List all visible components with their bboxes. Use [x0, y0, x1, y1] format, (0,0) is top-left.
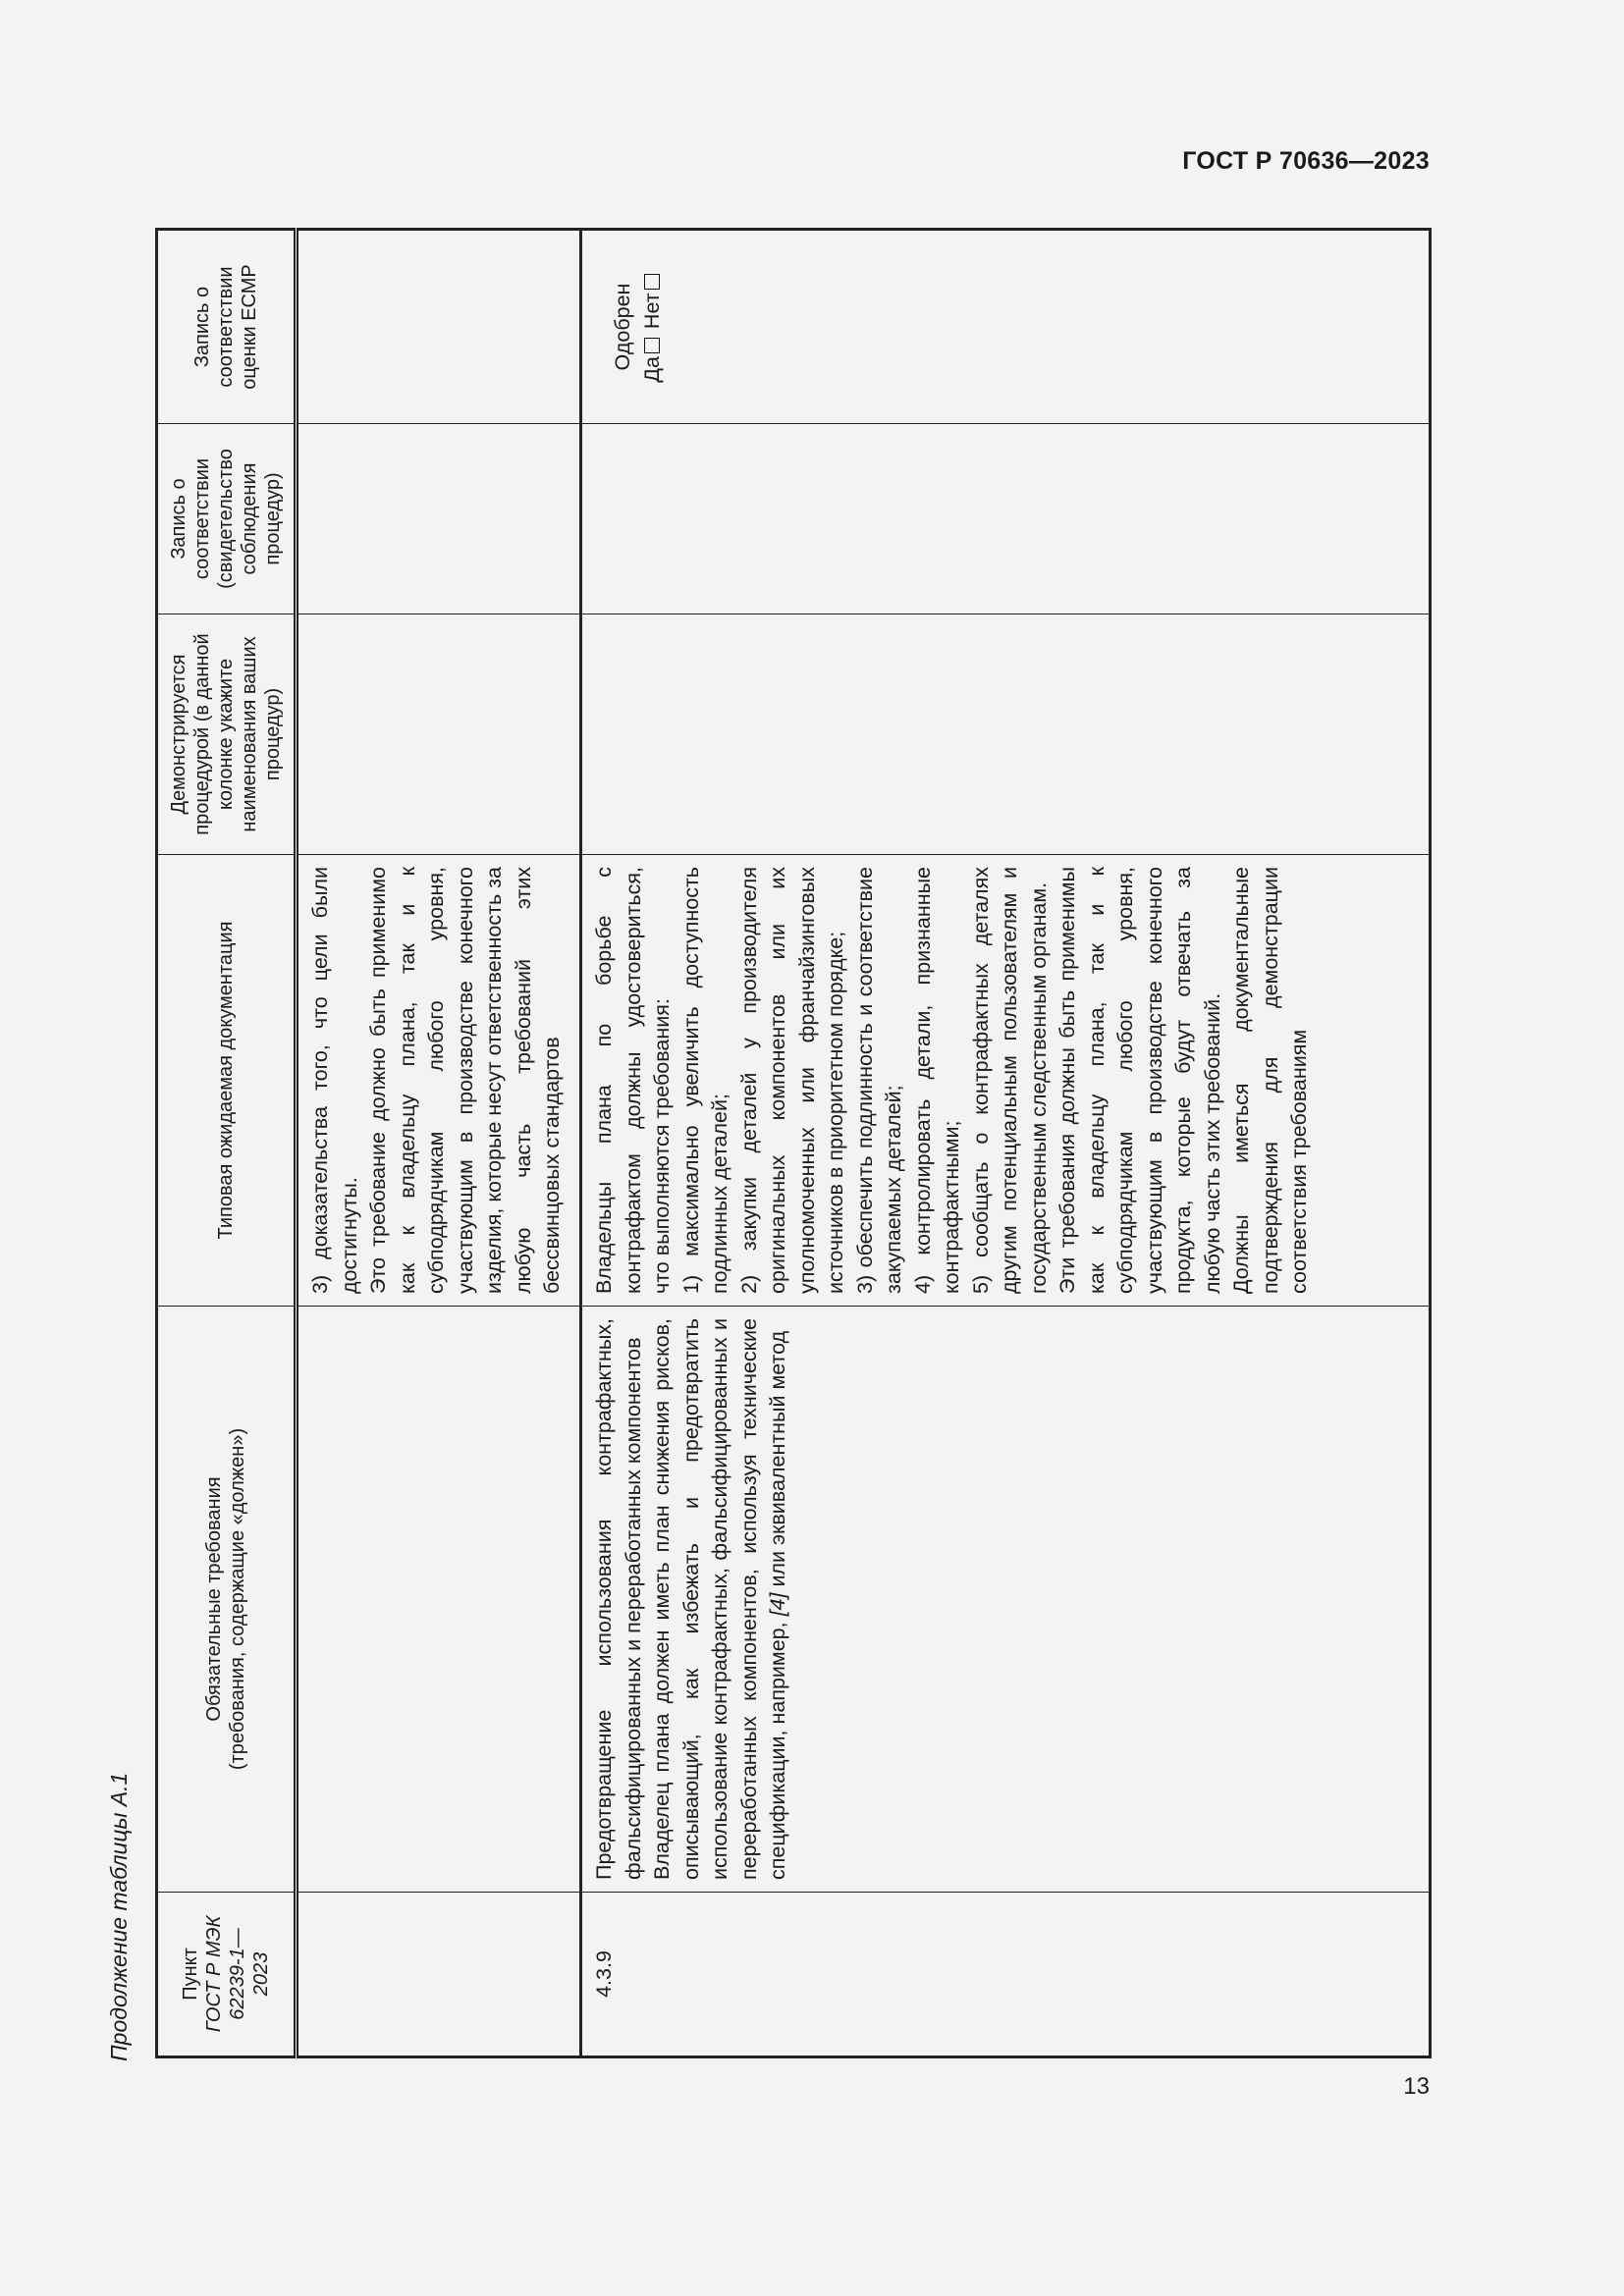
cell-assessment [581, 230, 1431, 424]
cell-compliance [581, 424, 1431, 614]
requirement-title: Предотвращение использования контрафактных, фальсифицированных и переработанных компонентов [592, 1318, 645, 1880]
col-header-compliance: Запись о соответствии (свидетельство соблюдения процедур) [157, 424, 297, 614]
no-label: Нет [640, 293, 664, 330]
cell-clause [297, 1893, 581, 2057]
list-item: 5) сообщать о контрафактных деталях другим потенциальным пользователям и государственным следственным органам. [968, 867, 1051, 1294]
col-header-procedure: Демонстрируется процедурой (в данной колонке укажите наименования ваших процедур) [157, 614, 297, 855]
cell-documentation: Владельцы плана по борьбе с контрафактом должны удостовериться, что выполняются требования: 1) максимально увеличить доступность подлинных деталей; 2) закупки деталей у производителя оригинальных компонентов или их уполномоченных или франчайзинговых источников в приоритетном порядке; 3) обеспечить подлинность и соответствие закупаемых деталей; 4) контролировать детали, признанные контрафактными; 5) сообщать о контрафактных деталях другим потенциальным пользователям и государственным следственным органам. Эти требования должны быть применимы как к владельцу плана, так и к субподрядчикам любого уровня, участвующим в производстве конечного продукта, которые будут отвечать за любую часть этих требований. Должны иметься документальные подтверждения для демонстрации соответствия требованиям [581, 855, 1431, 1307]
list-item: 2) закупки деталей у производителя оригинальных компонентов или их уполномоченных или франчайзинговых источников в приоритетном порядке; [736, 867, 847, 1294]
list-item: 4) контролировать детали, признанные контрафактными; [910, 867, 963, 1294]
cell-compliance [297, 424, 581, 614]
table-header-row [157, 230, 297, 2057]
yes-checkbox[interactable] [644, 338, 660, 353]
cell-procedure [297, 614, 581, 855]
list-item: 3) обеспечить подлинность и соответствие закупаемых деталей; [852, 867, 905, 1294]
table-row [581, 230, 1431, 2057]
list-item: 1) максимально увеличить доступность подлинных деталей; [678, 867, 731, 1294]
col-header-clause: Пункт ГОСТ Р МЭК 62239-1— 2023 [157, 1893, 297, 2057]
no-checkbox[interactable] [644, 274, 660, 290]
cell-clause: 4.3.9 [581, 1893, 1431, 2057]
cell-requirements [297, 1307, 581, 1893]
cell-documentation: 3) доказательства того, что цели были достигнуты. Это требование должно быть применимо как к владельцу плана, так и к субподрядчикам любого уровня, участвующим в производстве конечного изделия, которые несут ответственность за любую часть требований этих бессвинцовых стандартов [297, 855, 581, 1307]
rotated-table-wrapper [155, 231, 1432, 2058]
approval-label: Одобрен [611, 283, 634, 371]
document-code: ГОСТ Р 70636—2023 [1182, 147, 1430, 175]
col-header-assessment: Запись о соответствии оценки ЕСМР [157, 230, 297, 424]
documentation-list [677, 867, 1055, 1294]
requirement-text: Владелец плана должен иметь план снижения рисков, описывающий, как избежать и предотвратить использование контрафактных, фальсифицированных и переработанных компонентов, используя технические спецификации, например, [4] или эквивалентный метод [650, 1318, 789, 1880]
reference-link: [4] [766, 1592, 789, 1617]
requirements-table [155, 228, 1432, 2058]
cell-procedure [581, 614, 1431, 855]
cell-assessment [297, 230, 581, 424]
col-header-documentation: Типовая ожидаемая документация [157, 855, 297, 1307]
table-continuation-caption: Продолжение таблицы А.1 [106, 1772, 132, 2061]
table-row [297, 230, 581, 2057]
page-number: 13 [1403, 2073, 1430, 2100]
col-header-requirements: Обязательные требования (требования, содержащие «должен») [157, 1307, 297, 1893]
cell-requirements [581, 1307, 1431, 1893]
yes-label: Да [640, 356, 664, 383]
